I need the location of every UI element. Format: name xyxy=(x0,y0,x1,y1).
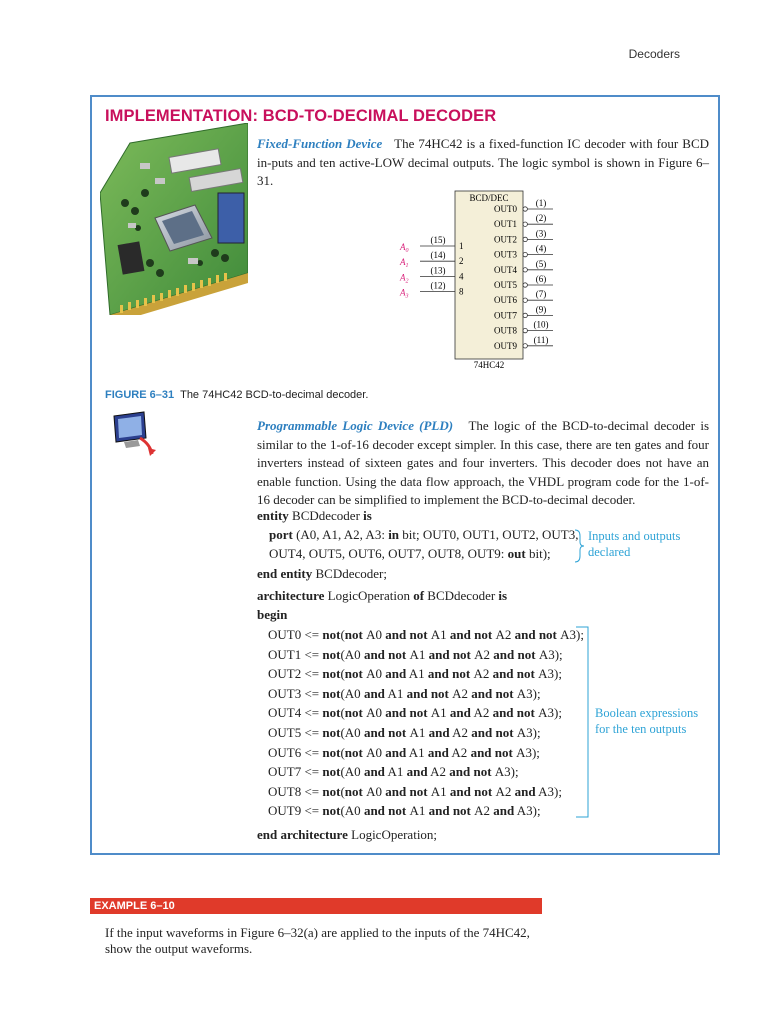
kw-port: port xyxy=(269,527,293,542)
code-port-line-2 xyxy=(269,546,551,562)
code-end-entity xyxy=(257,566,387,582)
kw-architecture: architecture xyxy=(257,588,325,603)
code-end-architecture xyxy=(257,827,437,843)
ports-note-line-2: declared xyxy=(588,545,631,559)
figure-caption-text: The 74HC42 BCD-to-decimal decoder. xyxy=(180,389,369,401)
circuit-board-illustration xyxy=(100,123,248,315)
port-text-2b: bit); xyxy=(525,546,551,561)
kw-of: of xyxy=(413,588,425,603)
input-pin-number: (13) xyxy=(430,265,446,276)
figure-number: FIGURE 6–31 xyxy=(105,389,175,401)
boolean-note-line-2: for the ten outputs xyxy=(595,722,687,736)
output-label: OUT5 xyxy=(494,280,517,290)
kw-begin: begin xyxy=(257,607,288,622)
implementation-title: IMPLEMENTATION: BCD-TO-DECIMAL DECODER xyxy=(105,107,497,125)
input-weight: 4 xyxy=(459,271,464,282)
code-entity-line xyxy=(257,508,372,524)
output-pin-number: (10) xyxy=(533,319,549,330)
boolean-statement-out2: OUT2 <= not(not A0 and A1 and not A2 and not A3); xyxy=(268,666,562,682)
boolean-note-line-1: Boolean expressions xyxy=(595,706,699,720)
inversion-bubble xyxy=(523,298,527,302)
output-pin-number: (11) xyxy=(533,334,549,345)
input-label: $A_1$ xyxy=(400,257,409,270)
output-label: OUT7 xyxy=(494,310,517,321)
input-label: $A_3$ xyxy=(400,287,409,300)
ports-note-line-1: Inputs and outputs xyxy=(588,529,681,543)
kw-end-architecture: end architecture xyxy=(257,827,348,842)
port-text-1: (A0, A1, A2, A3: xyxy=(292,527,389,542)
example-header: EXAMPLE 6–10 xyxy=(90,898,542,914)
kw-in: in xyxy=(388,527,400,542)
arch-entity: BCDdecoder xyxy=(424,588,499,603)
boolean-statement-out3: OUT3 <= not(A0 and A1 and not A2 and not A3); xyxy=(268,685,541,701)
output-label: OUT3 xyxy=(494,249,517,260)
output-pin-number: (9) xyxy=(535,304,547,315)
running-head: Decoders xyxy=(628,47,680,61)
output-pin-number: (7) xyxy=(535,289,547,300)
ports-brace xyxy=(573,528,585,564)
pld-lead: Programmable Logic Device (PLD) xyxy=(257,418,454,433)
output-pin-number: (2) xyxy=(535,213,547,224)
ports-note xyxy=(588,528,680,560)
example-text: If the input waveforms in Figure 6–32(a) are applied to the inputs of the 74HC42, show the output waveforms. xyxy=(105,925,530,956)
inversion-bubble xyxy=(523,207,527,211)
input-pin-number: (14) xyxy=(430,250,446,261)
output-pin-number: (3) xyxy=(535,228,547,239)
input-weight: 1 xyxy=(459,241,464,251)
output-label: OUT8 xyxy=(494,325,517,336)
inversion-bubble xyxy=(523,283,527,287)
monitor-icon xyxy=(110,408,158,456)
kw-entity: entity xyxy=(257,508,289,523)
kw-is: is xyxy=(363,508,372,523)
code-port-line-1 xyxy=(269,527,579,543)
output-label: OUT0 xyxy=(494,204,517,214)
output-pin-number: (5) xyxy=(535,258,547,269)
boolean-note xyxy=(595,705,698,737)
end-entity-name: BCDdecoder; xyxy=(312,566,387,581)
boolean-statement-out1: OUT1 <= not(A0 and not A1 and not A2 and not A3); xyxy=(268,646,563,662)
inversion-bubble xyxy=(523,268,527,272)
figure-caption xyxy=(105,389,368,401)
output-label: OUT9 xyxy=(494,340,517,351)
inversion-bubble xyxy=(523,252,527,256)
boolean-statement-out0: OUT0 <= not(not A0 and not A1 and not A2 and not A3); xyxy=(268,627,584,642)
code-begin xyxy=(257,607,287,623)
input-pin-number: (15) xyxy=(430,235,446,245)
boolean-statement-out8: OUT8 <= not(not A0 and not A1 and not A2 and A3); xyxy=(268,783,562,799)
output-label: OUT2 xyxy=(494,234,517,245)
inversion-bubble xyxy=(523,222,527,226)
logic-symbol-74hc42 xyxy=(392,187,572,369)
implementation-box xyxy=(90,95,720,855)
input-label: $A_0$ xyxy=(400,242,409,254)
end-arch-name: LogicOperation; xyxy=(347,827,438,842)
output-pin-number: (6) xyxy=(535,274,547,284)
boolean-statement-out4: OUT4 <= not(not A0 and not A1 and A2 and not A3); xyxy=(268,705,562,721)
boolean-statement-out6: OUT6 <= not(not A0 and A1 and A2 and not A3); xyxy=(268,744,540,760)
pld-paragraph xyxy=(257,417,709,510)
inversion-bubble xyxy=(523,313,527,317)
kw-out: out xyxy=(507,546,526,561)
inversion-bubble xyxy=(523,344,527,348)
entity-name: BCDdecoder xyxy=(288,508,364,523)
output-pin-number: (4) xyxy=(535,243,547,254)
kw-arch-is: is xyxy=(498,588,508,603)
output-label: OUT1 xyxy=(494,219,517,230)
port-text-2: OUT4, OUT5, OUT6, OUT7, OUT8, OUT9: xyxy=(269,546,508,561)
output-pin-number: (1) xyxy=(535,198,547,208)
boolean-statement-out7: OUT7 <= not(A0 and A1 and A2 and not A3); xyxy=(268,764,519,780)
input-pin-number: (12) xyxy=(430,280,446,291)
boolean-statement-out9: OUT9 <= not(A0 and not A1 and not A2 and A3); xyxy=(268,803,541,819)
symbol-part-number: 74HC42 xyxy=(473,360,505,369)
arch-name: LogicOperation xyxy=(324,588,414,603)
symbol-label: BCD/DEC xyxy=(469,193,509,203)
port-text-1b: bit; OUT0, OUT1, OUT2, OUT3, xyxy=(399,527,579,542)
boolean-statement-out5: OUT5 <= not(A0 and not A1 and A2 and not A3); xyxy=(268,725,541,740)
fixed-function-text: The 74HC42 is a fixed-function IC decoder with four BCD in-puts and ten active-LOW decimal outputs. The logic symbol is shown in Figure 6–31. xyxy=(257,136,709,188)
input-label: $A_2$ xyxy=(400,272,409,285)
output-label: OUT6 xyxy=(494,295,517,306)
inversion-bubble xyxy=(523,237,527,241)
boolean-bracket xyxy=(576,626,590,818)
input-weight: 8 xyxy=(459,286,464,297)
code-architecture-line xyxy=(257,588,507,604)
fixed-function-paragraph xyxy=(257,135,709,191)
inversion-bubble xyxy=(523,328,527,332)
output-label: OUT4 xyxy=(494,264,517,275)
fixed-function-lead: Fixed-Function Device xyxy=(257,136,383,151)
pld-text: The logic of the BCD-to-decimal decoder is similar to the 1-of-16 decoder except simpler. In this case, there are ten gates and four inverters instead of sixteen gates and four inverters. This decoder does not have an enable function. Using the data flow approach, the VHDL program code for the 1-of-16 decoder can be simplified to implement the BCD-to-decimal decoder. xyxy=(257,418,710,507)
kw-end-entity: end entity xyxy=(257,566,313,581)
input-weight: 2 xyxy=(459,256,464,267)
